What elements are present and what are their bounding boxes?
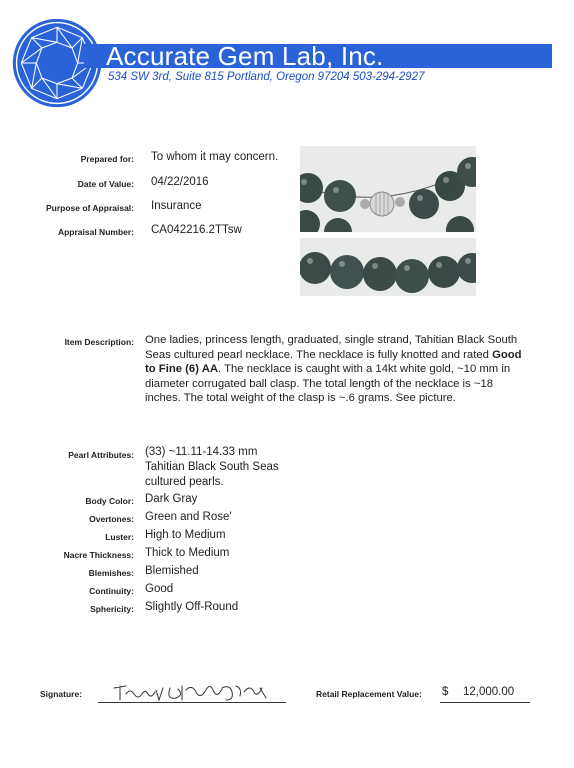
sphericity-label: Sphericity: xyxy=(90,604,134,614)
signature-line xyxy=(98,702,286,703)
retail-replacement-value: 12,000.00 xyxy=(463,686,515,698)
luster-value: High to Medium xyxy=(145,529,226,541)
necklace-clasp-photo xyxy=(300,146,476,232)
sphericity-value: Slightly Off-Round xyxy=(145,601,239,613)
blemishes-value: Blemished xyxy=(145,565,199,577)
signature-label: Signature: xyxy=(40,689,83,699)
pearl-attributes-label: Pearl Attributes: xyxy=(68,450,134,460)
item-grade: Good to Fine (6) AA xyxy=(145,348,522,375)
date-of-value-label: Date of Value: xyxy=(77,179,134,189)
item-description-label: Item Description: xyxy=(64,337,134,347)
prepared-for-value: To whom it may concern. xyxy=(151,151,279,163)
company-name: Accurate Gem Lab, Inc. xyxy=(106,41,384,71)
continuity-value: Good xyxy=(145,583,174,595)
prepared-for-label: Prepared for: xyxy=(80,154,134,164)
continuity-label: Continuity: xyxy=(89,586,134,596)
body-color-label: Body Color: xyxy=(85,496,134,506)
item-description-text xyxy=(145,333,525,406)
appraisal-number-value: CA042216.2TTsw xyxy=(151,224,242,236)
appraisal-number-label: Appraisal Number: xyxy=(57,227,134,237)
pearl-attributes-line2: Tahitian Black South Seas xyxy=(145,461,279,473)
pearl-attributes-line3: cultured pearls. xyxy=(145,476,224,488)
pearl-strand-photo xyxy=(300,238,476,296)
currency-symbol: $ xyxy=(442,686,449,698)
overtones-value: Green and Rose' xyxy=(145,511,232,523)
item-description-part2: . The necklace is caught with a 14kt white gold, ~10 mm in diameter corrugated ball clasp. The total length of the necklace is ~18 inches. The total weight of the clasp is ~.6 grams. See picture. xyxy=(145,363,511,404)
overtones-label: Overtones: xyxy=(89,514,134,524)
pearl-attributes-line1: (33) ~11.11-14.33 mm xyxy=(145,446,258,458)
date-of-value-value: 04/22/2016 xyxy=(151,176,209,188)
item-description-part1: One ladies, princess length, graduated, single strand, Tahitian Black South Seas cultured pearl necklace. The necklace is fully knotted and rated xyxy=(145,334,518,361)
retail-replacement-value-label: Retail Replacement Value: xyxy=(316,689,422,699)
luster-label: Luster: xyxy=(105,532,134,542)
blemishes-label: Blemishes: xyxy=(88,568,134,578)
nacre-thickness-label: Nacre Thickness: xyxy=(63,550,134,560)
company-address: 534 SW 3rd, Suite 815 Portland, Oregon 97204 503-294-2927 xyxy=(108,71,425,83)
purpose-value: Insurance xyxy=(151,200,202,212)
body-color-value: Dark Gray xyxy=(145,493,198,505)
purpose-label: Purpose of Appraisal: xyxy=(45,203,134,213)
nacre-thickness-value: Thick to Medium xyxy=(145,547,230,559)
value-line xyxy=(440,702,530,703)
